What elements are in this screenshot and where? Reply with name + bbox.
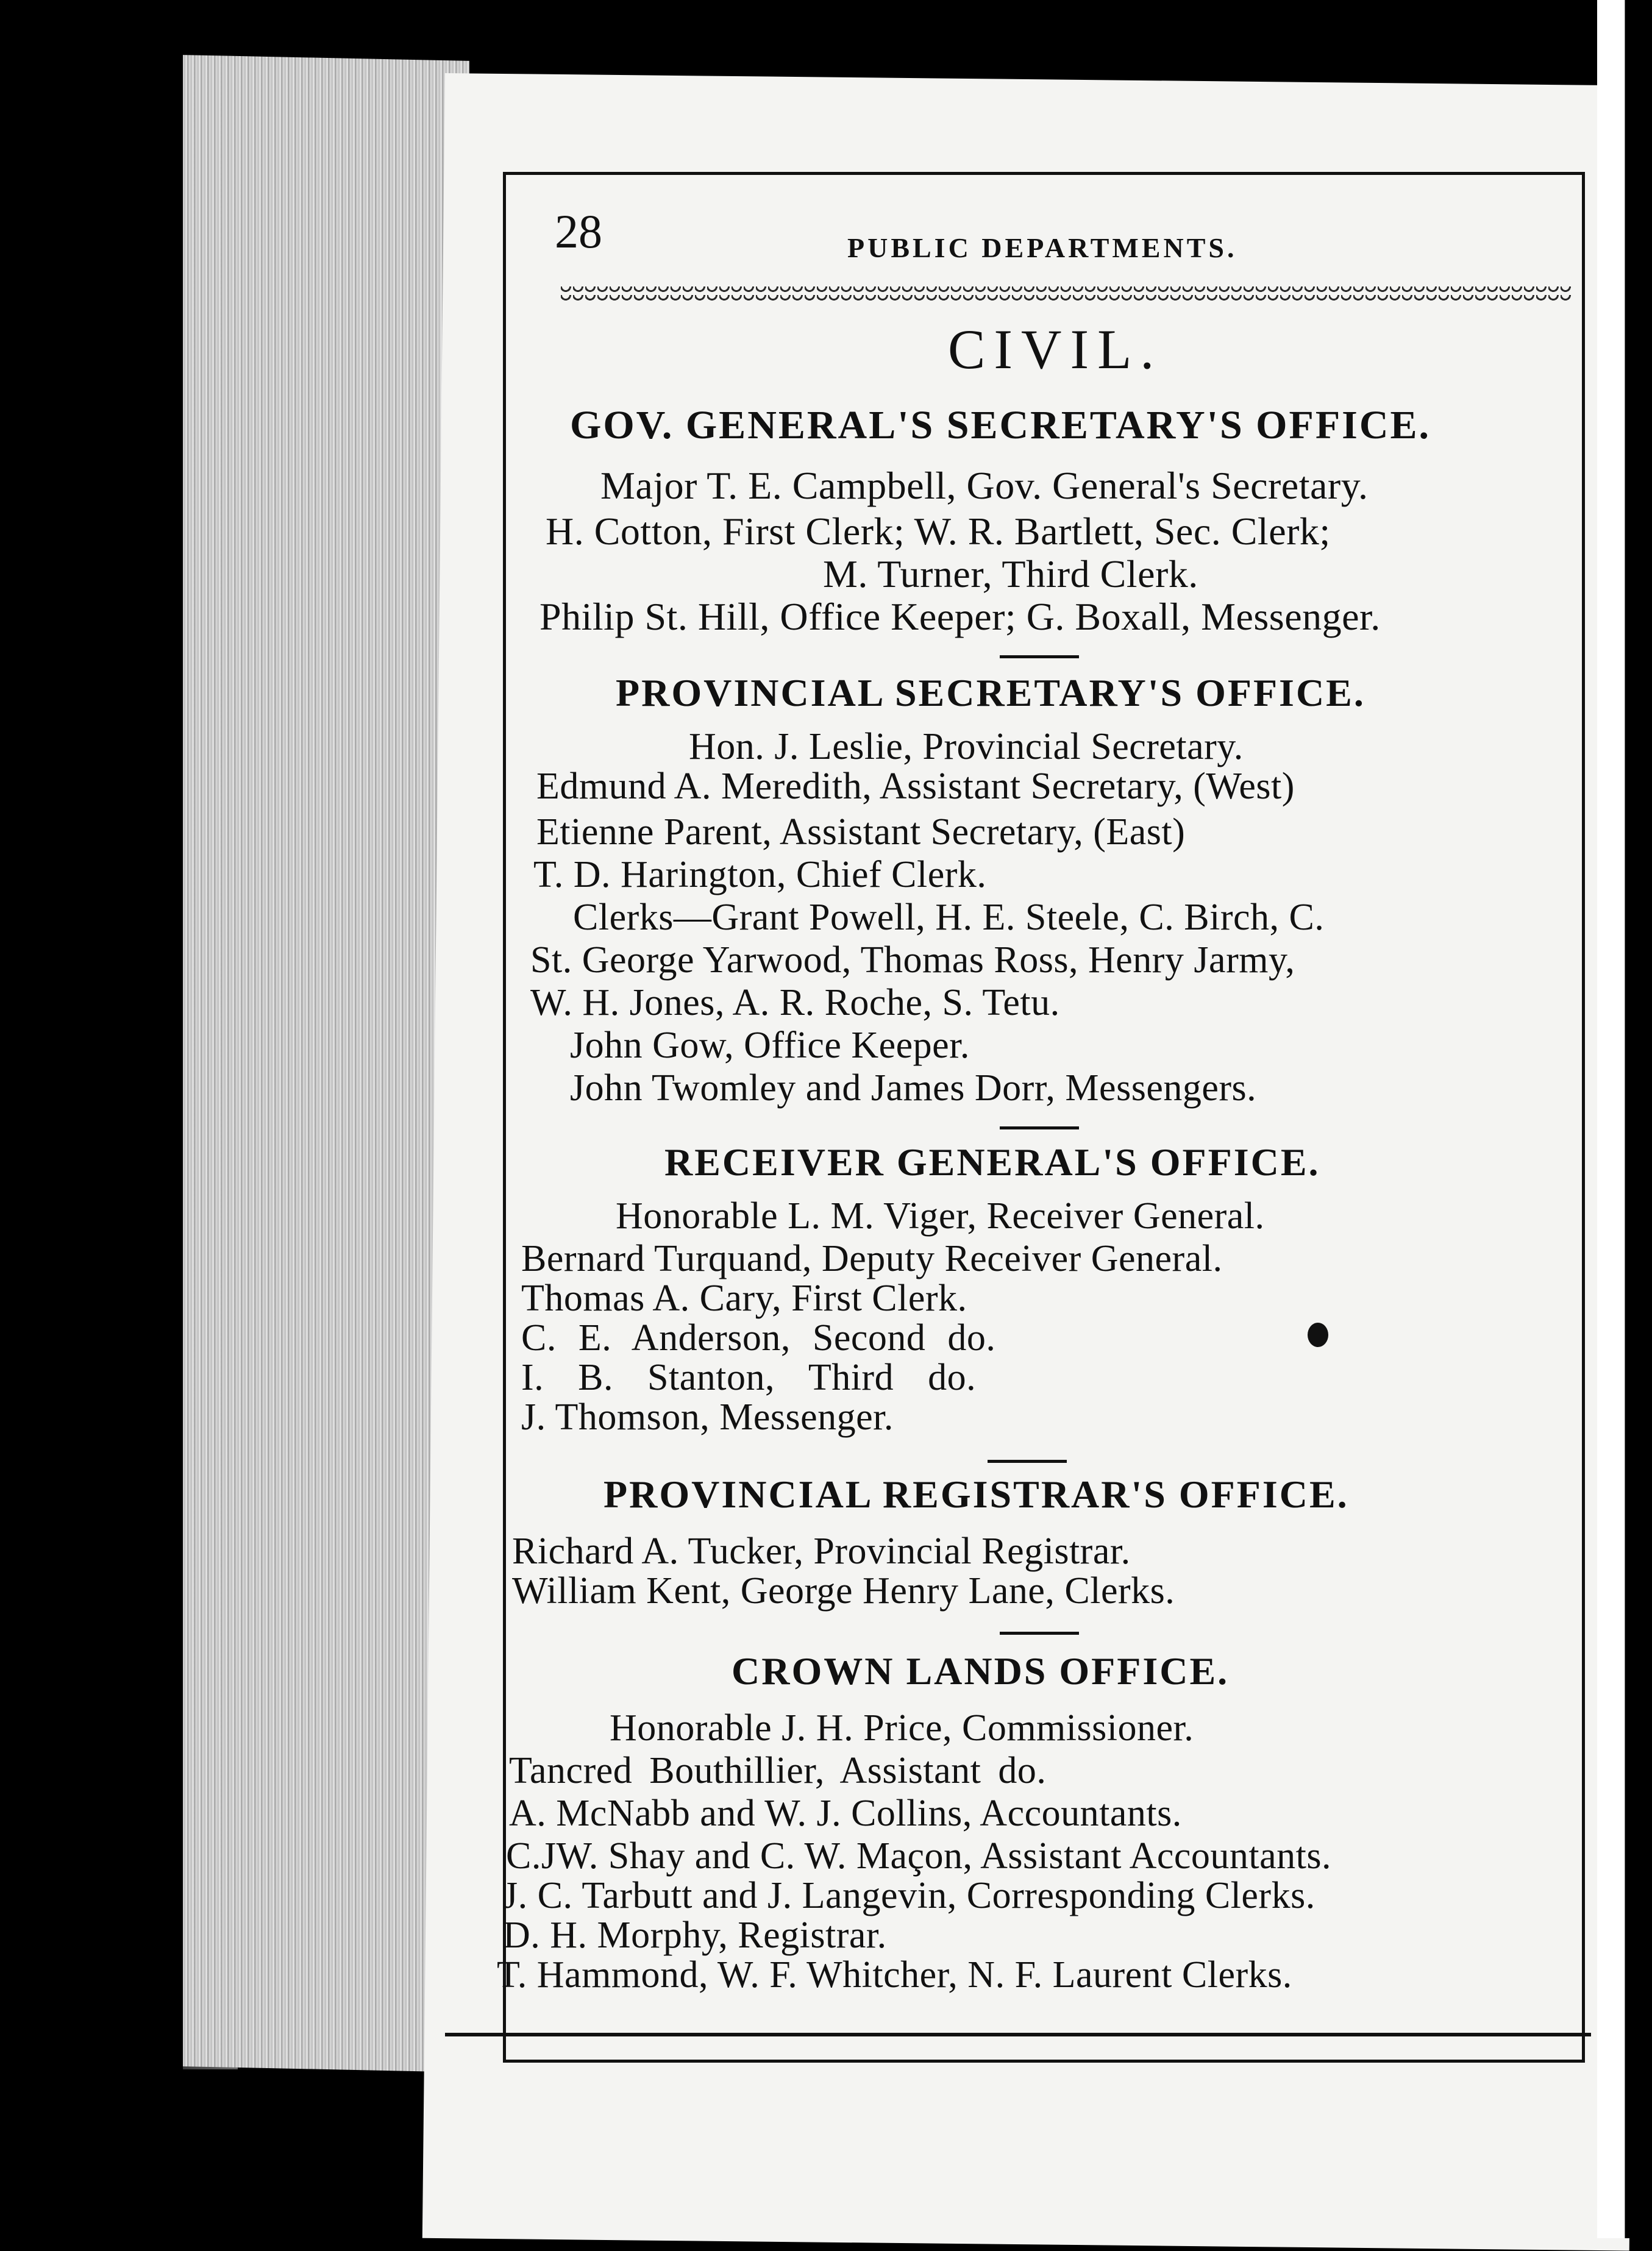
section-title: CIVIL. [948, 318, 1163, 380]
entry-line: Edmund A. Meredith, Assistant Secretary, (West) [536, 766, 1295, 807]
entry-line: Major T. E. Campbell, Gov. General's Secretary. [600, 464, 1369, 507]
entry-line: Bernard Turquand, Deputy Receiver General. [521, 1238, 1223, 1279]
entry-line: Thomas A. Cary, First Clerk. [521, 1278, 967, 1319]
entry-line: Clerks—Grant Powell, H. E. Steele, C. Birch, C. [573, 897, 1325, 938]
footer-rule [445, 2033, 1591, 2036]
heading-provincial-secretary: PROVINCIAL SECRETARY'S OFFICE. [616, 671, 1365, 714]
entry-line: Richard A. Tucker, Provincial Registrar. [512, 1531, 1131, 1572]
entry-line: Etienne Parent, Assistant Secretary, (East) [536, 811, 1186, 853]
entry-line: C. E. Anderson, Second do. [521, 1317, 996, 1359]
entry-line: I. B. Stanton, Third do. [521, 1357, 977, 1398]
entry-line: St. George Yarwood, Thomas Ross, Henry Jarmy, [530, 939, 1295, 981]
entry-line: J. Thomson, Messenger. [521, 1396, 894, 1438]
entry-line: John Gow, Office Keeper. [570, 1025, 970, 1066]
heading-receiver-general: RECEIVER GENERAL'S OFFICE. [664, 1140, 1320, 1184]
entry-line: Hon. J. Leslie, Provincial Secretary. [689, 726, 1244, 767]
entry-line: Tancred Bouthillier, Assistant do. [509, 1750, 1047, 1791]
entry-line: D. H. Morphy, Registrar. [503, 1915, 887, 1956]
entry-line: T. Hammond, W. F. Whitcher, N. F. Laurent Clerks. [497, 1954, 1292, 1996]
entry-line: W. H. Jones, A. R. Roche, S. Tetu. [530, 982, 1060, 1023]
entry-line: John Twomley and James Dorr, Messengers. [570, 1067, 1257, 1109]
heading-crown-lands: CROWN LANDS OFFICE. [732, 1649, 1230, 1693]
section-divider [1000, 1126, 1079, 1129]
entry-line: Honorable L. M. Viger, Receiver General. [616, 1195, 1265, 1237]
section-divider [1000, 1632, 1079, 1635]
ink-blot [1308, 1323, 1328, 1347]
entry-line: T. D. Harington, Chief Clerk. [533, 854, 987, 895]
entry-line: J. C. Tarbutt and J. Langevin, Corresponding Clerks. [503, 1875, 1316, 1916]
wavy-rule [561, 286, 1573, 302]
section-divider [988, 1460, 1067, 1463]
running-head: PUBLIC DEPARTMENTS. [847, 232, 1237, 263]
section-divider [1000, 655, 1079, 658]
entry-line: C.JW. Shay and C. W. Maçon, Assistant Accountants. [506, 1835, 1331, 1877]
entry-line: M. Turner, Third Clerk. [823, 552, 1198, 596]
entry-line: Honorable J. H. Price, Commissioner. [610, 1707, 1194, 1749]
heading-provincial-registrar: PROVINCIAL REGISTRAR'S OFFICE. [603, 1473, 1349, 1516]
heading-gov-general-secretary: GOV. GENERAL'S SECRETARY'S OFFICE. [570, 403, 1431, 447]
entry-line: William Kent, George Henry Lane, Clerks. [512, 1570, 1175, 1612]
entry-line: H. Cotton, First Clerk; W. R. Bartlett, Sec. Clerk; [546, 510, 1331, 553]
entry-line: A. McNabb and W. J. Collins, Accountants. [509, 1793, 1182, 1834]
entry-line: Philip St. Hill, Office Keeper; G. Boxall, Messenger. [539, 595, 1381, 638]
page-number: 28 [555, 205, 602, 258]
